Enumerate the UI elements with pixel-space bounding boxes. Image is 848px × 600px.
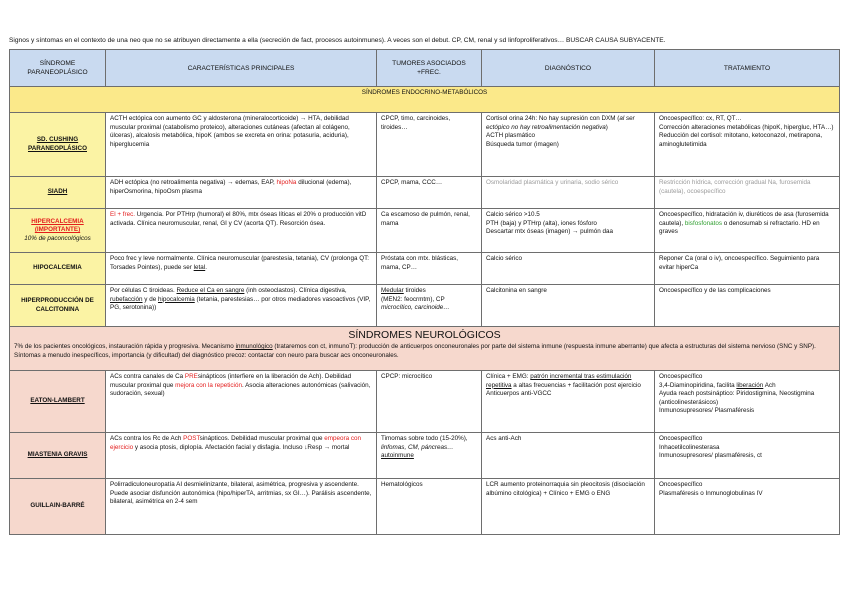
eaton-features-b: sinápticos (interfiere en la liberación de Ach). Debilidad muscular proximal que: [110, 373, 352, 389]
row-name-hipercalcemia: [10, 209, 106, 253]
eaton-tx1: Oncoespecífico: [659, 373, 703, 380]
eaton-tx4: Inmunosupresores/ Plasmaféresis: [659, 407, 755, 414]
hipercalcemia-subtitle: 10% de paconcológicos: [24, 234, 91, 242]
section-neuro-intro: [14, 343, 835, 360]
hipercalcemia-diagnosis: [482, 209, 655, 253]
hipercalcemia-features-red: El + frec.: [110, 211, 136, 218]
intro-text: Signos y síntomas en el contexto de una neo que no se atribuyen directamente a ella (secreción de fact, procesos autoinmunes). A veces son el debut. CP, CM, renal y sd linfoproliferativos… BUSCAR CAUSA SUBYACENTE.: [9, 37, 666, 44]
miastenia-features-red2: empeora con ejercicio: [110, 435, 361, 451]
neuro-intro-u: inmunológico: [235, 343, 273, 350]
miastenia-features-a: ACs contra los Rc de Ach: [110, 435, 184, 442]
hipercalcemia-dx1: Calcio sérico >10.5: [486, 211, 540, 218]
hipocalcemia-diagnosis: Calcio sérico: [482, 253, 655, 285]
calcitonina-features-a: Por células C tiroideas.: [110, 287, 177, 294]
miastenia-features-red1: POST: [183, 435, 200, 442]
cushing-dx1-end: ): [605, 123, 608, 131]
miastenia-features: [106, 433, 377, 479]
eaton-dx-b: a altas frecuencias + facilitación post ejercicio: [511, 381, 641, 389]
section-endocrine-row: [10, 87, 840, 113]
miastenia-tumors: [377, 433, 482, 479]
row-name-guillain: [10, 479, 106, 535]
cushing-diagnosis: [482, 113, 655, 177]
siadh-tumors: CPCP, mama, CCC…: [377, 177, 482, 209]
cushing-dx2: ACTH plasmático: [486, 132, 535, 139]
cushing-tx3: Reducción del cortisol: mitotano, ketoconazol, metirapona, aminoglutetimida: [659, 132, 823, 148]
miastenia-diagnosis: Acs anti-Ach: [482, 433, 655, 479]
calcitonina-features: [106, 285, 377, 327]
guillain-tx2: Plasmaféresis o Inmunoglobulinas IV: [659, 489, 763, 497]
calcitonina-features-d: (tetania, parestesias… por otros mediadores vasoactivos (VIP, PG, serotonina)): [110, 295, 371, 311]
miastenia-tx1: Oncoespecífico: [659, 435, 703, 442]
hipocalcemia-tumors: Próstata con mtx. blásticas, mama, CP…: [377, 253, 482, 285]
row-name-calcitonina: [10, 285, 106, 327]
guillain-tumors: Hematológicos: [377, 479, 482, 535]
hipercalcemia-dx2: PTH (baja) y PTHrp (alta), iones fósforo: [486, 219, 597, 227]
paraneoplastic-table: [9, 49, 840, 535]
calcitonina-features-u3: hipocalcemia: [157, 295, 195, 303]
table-row: [10, 113, 840, 177]
miastenia-tumors-it: linfomas, CM, páncreas…: [381, 443, 454, 451]
hipercalcemia-tx-b: o denosumab si refractario. HD en graves: [659, 219, 820, 235]
hipocalcemia-features-end: .: [205, 263, 207, 271]
hipocalcemia-features-u: letal: [193, 263, 206, 271]
guillain-name: GUILLAIN-BARRÉ: [30, 502, 85, 510]
miastenia-tx2: Inhacetilcolinesterasa: [659, 443, 720, 451]
cushing-tumors: CPCP, timo, carcinoides, tiroides…: [377, 113, 482, 177]
siadh-name: SIADH: [47, 188, 68, 196]
eaton-diagnosis: [482, 371, 655, 433]
eaton-features-red1: PRE: [184, 373, 198, 380]
cushing-dx3: Búsqueda tumor (imagen): [486, 140, 559, 148]
cushing-tx1: Oncoespecífico: cx, RT, QT…: [659, 115, 742, 122]
row-name-eaton: [10, 371, 106, 433]
neuro-intro-a: 7% de los pacientes oncológicos, instauración rápida y progresiva. Mecanismo: [14, 343, 236, 350]
section-endocrine-title: SÍNDROMES ENDOCRINO-METABÓLICOS: [10, 87, 840, 113]
table-row: [10, 177, 840, 209]
table-row: [10, 433, 840, 479]
calcitonina-features-b: (inh osteoclastos). Clínica digestiva,: [244, 287, 347, 294]
miastenia-tumors-a: Timomas sobre todo (15-20%),: [381, 435, 468, 442]
eaton-dx-u: patrón incremental tras estimulación repetitiva: [486, 373, 632, 389]
section-neuro-cell: [10, 327, 840, 371]
header-tumores: TUMORES ASOCIADOS +FREC.: [377, 50, 482, 87]
calcitonina-diagnosis: Calcitonina en sangre: [482, 285, 655, 327]
siadh-features: [106, 177, 377, 209]
neuro-intro-b: (trataremos con ct, inmunoT): producción de anticuerpos onconeuronales por parte del sistema inmune (respuesta inmune aberrante) que afecta a estructuras del sistema nervioso (SNC y SNP). Síntomas a menudo inespecíficos, importancia (y dificultad) del diagnóstico precoz: contactar con neuro para buscar acs onconeuronales.: [14, 343, 816, 359]
section-neuro-row: [10, 327, 840, 371]
eaton-tumors: CPCP: microcítico: [377, 371, 482, 433]
eaton-features-c: . Asocia alteraciones autonómicas (salivación, sudoración, sexual): [110, 381, 371, 397]
hipercalcemia-name: HIPERCALCEMIA (IMPORTANTE): [31, 217, 84, 234]
eaton-tx2-u: liberación: [736, 381, 764, 389]
header-diagnostico: DIAGNÓSTICO: [482, 50, 655, 87]
row-name-hipocalcemia: [10, 253, 106, 285]
hipocalcemia-name: HIPOCALCEMIA: [33, 264, 82, 272]
eaton-features: [106, 371, 377, 433]
table-row: [10, 209, 840, 253]
eaton-tx3: Ayuda reach postsináptico: Piridostigmina, Neostigmina (anticolinesterásicos): [659, 390, 815, 406]
eaton-dx-a: Clínica + EMG:: [486, 373, 531, 380]
calcitonina-treatment: Oncoespecífico y de las complicaciones: [655, 285, 840, 327]
siadh-features-b: dilucional (edema), hiperOsmorina, hipoOsm plasma: [110, 179, 352, 195]
siadh-diagnosis: Osmolaridad plasmática y urinaria, sodio sérico: [482, 177, 655, 209]
header-sindrome: SÍNDROME PARANEOPLÁSICO: [10, 50, 106, 87]
cushing-dx1-italic: al ser ectópico no hay retroalimentación negativa: [486, 115, 635, 131]
miastenia-name: MIASTENIA GRAVIS: [27, 451, 88, 459]
calcitonina-tumors: [377, 285, 482, 327]
eaton-tx2-a: 3,4-Diaminopiridina, facilita: [659, 381, 737, 389]
calcitonina-features-u2: rubefacción: [110, 295, 143, 303]
eaton-dx2: Anticuerpos anti-VGCC: [486, 390, 552, 397]
siadh-features-a: ADH ectópica (no retroalimenta negativa) → edemas, EAP,: [110, 179, 277, 186]
calcitonina-tumors-b: (MEN2: feocrmtm), CP: [381, 295, 445, 303]
hipercalcemia-tumors: Ca escamoso de pulmón, renal, mama: [377, 209, 482, 253]
eaton-name: EATON-LAMBERT: [30, 397, 85, 405]
cushing-treatment: [655, 113, 840, 177]
hipocalcemia-features: [106, 253, 377, 285]
miastenia-features-b: sinápticos. Debilidad muscular proximal que: [199, 435, 325, 442]
hipercalcemia-features: [106, 209, 377, 253]
cushing-tx2: Corrección alteraciones metabólicas (hipoK, hipergluc, HTA…): [659, 123, 834, 131]
miastenia-treatment: [655, 433, 840, 479]
cushing-name: SD. CUSHING PARANEOPLÁSICO: [27, 136, 87, 152]
row-name-cushing: [10, 113, 106, 177]
calcitonina-features-u1: Reduce el Ca en sangre: [176, 287, 245, 294]
guillain-tx1: Oncoespecífico: [659, 481, 703, 488]
calcitonina-tumors-it: microcítico, carcinoide…: [381, 304, 450, 311]
table-row: [10, 253, 840, 285]
header-caracteristicas: CARACTERÍSTICAS PRINCIPALES: [106, 50, 377, 87]
table-row: [10, 371, 840, 433]
calcitonina-tumors-u: Medular: [381, 287, 404, 294]
header-tratamiento: TRATAMIENTO: [655, 50, 840, 87]
hipercalcemia-tx-a: Oncoespecífico, hidratación iv, diuréticos de asa (furosemida cautela),: [659, 211, 829, 227]
siadh-features-red: hipoNa: [276, 179, 297, 186]
guillain-treatment: [655, 479, 840, 535]
calcitonina-features-c: y de: [142, 295, 158, 303]
table-header-row: [10, 50, 840, 87]
eaton-treatment: [655, 371, 840, 433]
eaton-features-red2: mejora con la repetición: [175, 381, 242, 389]
guillain-features: Polirradiculoneuropatía AI desmielinizante, bilateral, asimétrica, progresiva y ascendente. Puede asociar disfunción autonómica (hipo/hiperTA, arritmias, sx GI…). Parálisis ascendente, bilateral, asimétrica en 2-4 sem: [106, 479, 377, 535]
section-neuro-title: SÍNDROMES NEUROLÓGICOS: [348, 329, 501, 341]
guillain-diagnosis: LCR aumento proteinorraquia sin pleocitosis (disociación albúmino citológica) + Clínico + EMG o ENG: [482, 479, 655, 535]
hipercalcemia-treatment: [655, 209, 840, 253]
row-name-miastenia: [10, 433, 106, 479]
miastenia-tx3: Inmunosupresores/ plasmaféresis, ct: [659, 452, 762, 459]
miastenia-tumors-u: autoinmune: [381, 452, 414, 459]
eaton-tx2-b: Ach: [763, 381, 776, 389]
hipocalcemia-features-a: Poco frec y leve normalmente. Clínica neuromuscular (parestesia, tetania), CV (prolonga QT: Torsades Pointes), puede ser: [110, 255, 369, 271]
hipercalcemia-features-a: Urgencia. Por PTHrp (humoral) el 80%, mtx óseas líticas el 20% o producción vitD activada. Clínica neuromuscular, renal, GI y CV (acorta QT). Resorción ósea.: [110, 211, 367, 227]
cushing-dx1: Cortisol orina 24h: No hay supresión con DXM (: [486, 115, 620, 122]
hipercalcemia-dx3: Descartar mtx óseas (imagen) → pulmón daa: [486, 228, 614, 235]
miastenia-features-c: y asocia ptosis, diplopía. Afectación facial y disfagia. Incluso ↓Resp → mortal: [133, 443, 350, 451]
row-name-siadh: [10, 177, 106, 209]
hipercalcemia-tx-green: bisfosfonatos: [684, 219, 723, 227]
cushing-features: ACTH ectópica con aumento GC y aldosterona (mineralocorticoide) → HTA, debilidad muscular proximal (catabolismo proteico), alteraciones cutáneas (afectan al colágeno, úlceras), alcalosis metabólica, hipoK (ambos se excreta en orina: potasuria, aciduria), hiperglucemia: [106, 113, 377, 177]
table-row: [10, 479, 840, 535]
siadh-treatment: Restricción hídrica, corrección gradual Na, furosemida (cautela), ocoespecífico: [655, 177, 840, 209]
eaton-features-a: ACs contra canales de Ca: [110, 373, 185, 380]
calcitonina-tumors-a: tiroides: [403, 287, 426, 294]
calcitonina-name: HIPERPRODUCCIÓN DE CALCITONINA: [21, 297, 94, 313]
table-row: [10, 285, 840, 327]
hipocalcemia-treatment: Reponer Ca (oral o iv), oncoespecífico. Seguimiento para evitar hiperCa: [655, 253, 840, 285]
